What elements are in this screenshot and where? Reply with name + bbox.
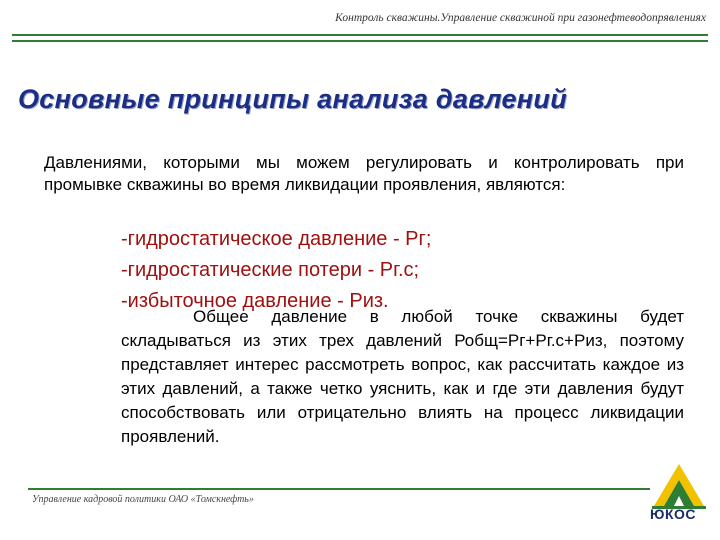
- header-rule: [12, 34, 708, 36]
- header-title: Контроль скважины.Управление скважиной при газонефтеводопрявлениях: [335, 12, 706, 24]
- bullet-list: [121, 224, 431, 317]
- bullet-item-hydrostatic: -гидростатическое давление - Рг;: [121, 228, 432, 250]
- footer-caption: Управление кадровой политики ОАО «Томскнефть»: [32, 494, 254, 505]
- body-paragraph: Общее давление в любой точке скважины будет складываться из этих трех давлений Робщ=Рг+Рг.с+Риз, поэтому представляет интерес рассмотреть вопрос, как рассчитать каждое из этих давлений, а также четко уяснить, как и где эти давления будут способствовать или отрицательно влиять на процесс ликвидации проявлений.: [121, 307, 684, 446]
- intro-paragraph: Давлениями, которыми мы можем регулировать и контролировать при промывке скважины во время ликвидации проявления, являются:: [44, 153, 684, 194]
- header-rule-secondary: [12, 40, 708, 42]
- bullet-item-excess: -избыточное давление - Риз.: [121, 290, 389, 312]
- slide-title: Основные принципы анализа давлений: [18, 84, 567, 114]
- footer-rule: [28, 488, 650, 490]
- bullet-item-losses: -гидростатические потери - Рг.с;: [121, 259, 420, 281]
- logo-wordmark: ЮКОС: [650, 506, 696, 522]
